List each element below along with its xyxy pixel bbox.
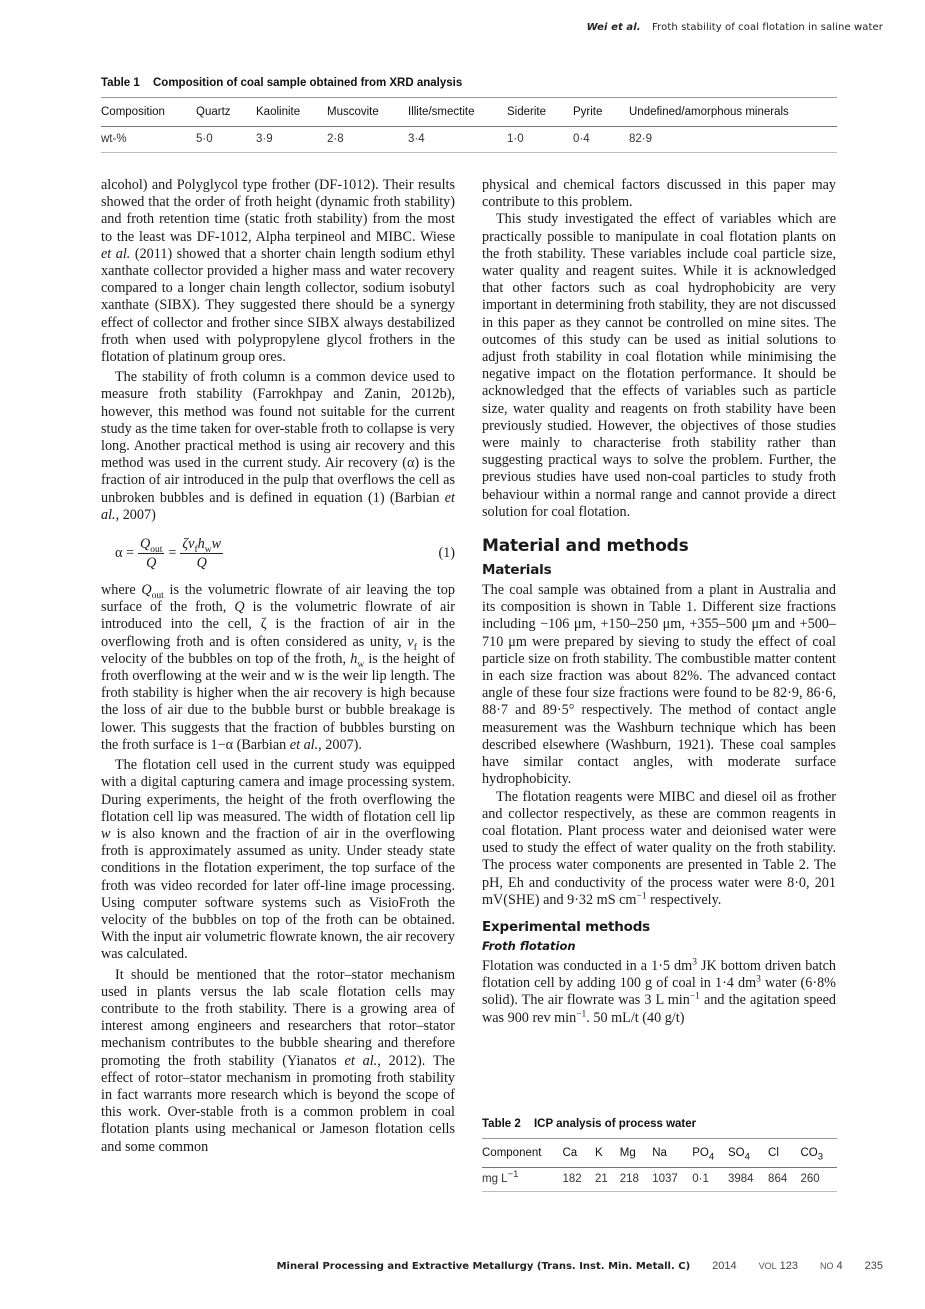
table-cell: 1037	[652, 1168, 692, 1192]
table-cell: 0·1	[692, 1168, 728, 1192]
table-header-cell: $PO_4$	[692, 1139, 728, 1168]
paragraph: The flotation reagents were MIBC and diesel oil as frother and collector respectively, as these are common reagents in coal flotation. Plant process water and deionised water were used to study the effect of water quality on the froth stability. The process water components are presented in Table 2. The pH, Eh and conductivity of the process water were 8·0, 201 mV(SHE) and 9·32 mS $cm^{-1}$ respectively.	[482, 788, 836, 908]
table-header-cell: Kaolinite	[256, 98, 327, 127]
page-number: 235	[864, 1260, 883, 1272]
volume-label: VOL	[758, 1261, 777, 1271]
table-cell: 2·8	[327, 127, 408, 153]
right-column	[482, 177, 836, 1027]
subsection-heading-materials: Materials	[482, 562, 552, 579]
fraction: $\frac{\zeta v_fh_ww}{Q}$	[182, 536, 222, 572]
table-cell: 3·4	[408, 127, 507, 153]
journal-name: Mineral Processing and Extractive Metallurgy (Trans. Inst. Min. Metall. C)	[276, 1261, 691, 1272]
table-cell: 0·4	[573, 127, 629, 153]
table-header-cell: Composition	[101, 98, 196, 127]
table-header-cell: Ca	[563, 1139, 595, 1168]
table-row	[482, 1168, 837, 1192]
paragraph: It should be mentioned that the rotor–stator mechanism used in plants versus the lab scale flotation cells may contribute to the froth stability. There is a growing area of interest among engineers and researchers that rotor–stator mechanism contributes to the bubble shearing and therefore promoting the froth stability (Yianatos et al., 2012). The effect of rotor–stator mechanism in promoting froth stability in fact warrants more research which is beyond the scope of this work. Over-stable froth is a common problem in coal flotation plants using mechanical or Jameson flotation cells and some common	[101, 966, 455, 1155]
table-cell: wt-%	[101, 127, 196, 153]
table-2-grid	[482, 1138, 837, 1192]
table-header-cell: Siderite	[507, 98, 573, 127]
page-footer	[277, 1260, 883, 1272]
table-header-cell: Illite/smectite	[408, 98, 507, 127]
table-cell: 21	[595, 1168, 620, 1192]
subsection-heading-experimental-methods: Experimental methods	[482, 918, 651, 935]
table-cell: 1·0	[507, 127, 573, 153]
paragraph: The flotation cell used in the current study was equipped with a digital capturing camera and image processing system. During experiments, the height of the froth overflowing the flotation cell lip was measured. The width of flotation cell lip w is also known and the fraction of air in the overflowing froth is approximately assumed as unity. Under steady state conditions in the flotation experiment, the top surface of the froth was video recorded for later off-line image processing. Using computer software systems such as VisioFroth the velocity of the bubbles on top of the froth can be obtained. With the input air volumetric flowrate known, the air recovery was calculated.	[101, 757, 455, 963]
table-cell: 82·9	[629, 127, 837, 153]
table-cell: 182	[563, 1168, 595, 1192]
running-head-title: Froth stability of coal flotation in saline water	[652, 22, 883, 33]
table-header-row	[101, 98, 837, 127]
fraction: $\frac{Q_{out}}{Q}$	[140, 536, 163, 572]
table-cell: 3984	[728, 1168, 768, 1192]
table-header-cell: Cl	[768, 1139, 800, 1168]
table-1-caption	[101, 77, 837, 89]
running-head	[587, 22, 883, 33]
paragraph: The coal sample was obtained from a plant in Australia and its composition is shown in Table 1. Different size fractions including −106 μm, +150–250 μm, +355–500 μm and +500–710 μm were prepared by sieving to study the effect of coal particle size on froth stability. The combustible matter content in each size fraction was about 82%. The advanced contact angle of these four size fractions were found to be 82·9, 86·6, 88·7 and 89·5° respectively. The method of contact angle measurement was the Washburn technique which has been described elsewhere (Washburn, 1921). These coal samples have similar contact angles, with moderate surface hydrophobicity.	[482, 582, 836, 788]
issue-number: 4	[836, 1260, 843, 1272]
table-header-cell: $SO_4$	[728, 1139, 768, 1168]
volume-number: 123	[779, 1260, 799, 1272]
table-header-cell: Na	[652, 1139, 692, 1168]
table-header-cell: Undefined/amorphous minerals	[629, 98, 837, 127]
table-header-cell: Pyrite	[573, 98, 629, 127]
paragraph: alcohol) and Polyglycol type frother (DF-1012). Their results showed that the order of froth height (dynamic froth stability) and froth retention time (static froth stability) from the most to the least was DF-1012, Alpha terpineol and MIBC. Wiese et al. (2011) showed that a shorter chain length sodium ethyl xanthate collector provided a higher mass and water recovery compared to a longer chain length collector, sodium isobutyl xanthate (SIBX). They suggested there should be a synergy effect of collector and frother since SIBX always destabilized froth when used with polypropylene glycol frothers in the flotation of platinum group ores.	[101, 177, 455, 366]
equation-number: (1)	[438, 545, 455, 562]
issue-label: NO	[820, 1261, 834, 1271]
table-header-cell: $CO_3$	[800, 1139, 837, 1168]
paragraph: This study investigated the effect of variables which are practically possible to manipulate in coal flotation plants on the froth stability. These variables include coal particle size, water quality and reagent suites. While it is acknowledged that other factors such as coal hydrophobicity are very important in determining froth stability, they are not discussed in this paper as they cannot be controlled on mine sites. The outcomes of this study can be used as initial solutions to adjust froth stability in coal flotation while minimising the negative impact on the flotation performance. It should be acknowledged that the effects of variables such as particle size, water quality and reagents on froth stability have been previously studied. However, the objectives of those studies were mainly to characterise froth stability rather than suggesting practical ways to solve the problem. Further, the previous studies have used non-coal particles to study froth behaviour within a normal range and cannot provide a direct solution for coal flotation.	[482, 211, 836, 520]
publication-year: 2014	[712, 1260, 737, 1272]
section-heading-material-methods: Material and methods	[482, 536, 689, 557]
table-2	[482, 1118, 837, 1192]
table-header-cell: K	[595, 1139, 620, 1168]
table-cell: 260	[800, 1168, 837, 1192]
table-2-label: Table 2	[482, 1118, 521, 1130]
table-row	[101, 127, 837, 153]
subsubsection-heading-froth-flotation: Froth flotation	[482, 938, 576, 953]
equation-formula: α = $\frac{Q_{out}}{Q}$ = $\frac{\zeta v_fh_ww}{Q}$	[115, 536, 222, 572]
table-header-row	[482, 1139, 837, 1168]
paragraph: Flotation was conducted in a 1·5 $dm^3$ JK bottom driven batch flotation cell by adding 100 g of coal in 1·4 $dm^3$ water (6·8% solid). The air flowrate was 3 L $\min^{-1}$ and the agitation speed was 900 rev $\min^{-1}$. 50 mL/t (40 g/t)	[482, 957, 837, 1026]
table-1-label: Table 1	[101, 77, 140, 89]
paragraph: where $Q_{out}$ is the volumetric flowrate of air leaving the top surface of the froth, Q is the volumetric flowrate of air introduced into the cell, ζ is the fraction of air in the overflowing froth and is often considered as unity, $v_f$ is the velocity of the bubbles on top of the froth, $h_w$ is the height of froth overflowing at the weir and w is the weir lip length. The froth stability is higher when the air recovery is high because the loss of air due to the bubble burst or bubble breakage is lower. This suggests that the fraction of bubbles bursting on the froth surface is 1−α (Barbian et al., 2007).	[101, 582, 456, 753]
table-cell: 218	[620, 1168, 652, 1192]
table-1	[101, 77, 837, 153]
table-2-caption	[482, 1118, 837, 1130]
table-cell: 5·0	[196, 127, 256, 153]
paragraph: The stability of froth column is a common device used to measure froth stability (Farrokhpay and Zanin, 2012b), however, this method was found not suitable for the current study as the time taken for over-stable froth to collapse is very long. Another practical method is using air recovery and this method was used in the current study. Air recovery (α) is the fraction of air introduced in the pulp that overflows the cell as unbroken bubbles and is defined in equation (1) (Barbian et al., 2007)	[101, 369, 455, 523]
table-1-title: Composition of coal sample obtained from XRD analysis	[152, 77, 463, 89]
table-header-cell: Component	[482, 1139, 563, 1168]
left-column	[101, 177, 455, 1156]
table-1-grid	[101, 97, 837, 153]
table-cell: 3·9	[256, 127, 327, 153]
table-header-cell: Muscovite	[327, 98, 408, 127]
running-head-authors: Wei et al.	[586, 22, 641, 33]
table-cell: mg $L^{-1}$	[482, 1168, 563, 1192]
table-header-cell: Quartz	[196, 98, 256, 127]
table-2-title: ICP analysis of process water	[533, 1118, 697, 1130]
equation-1	[101, 536, 455, 572]
table-header-cell: Mg	[620, 1139, 652, 1168]
table-cell: 864	[768, 1168, 800, 1192]
paragraph: physical and chemical factors discussed in this paper may contribute to this problem.	[482, 177, 836, 211]
